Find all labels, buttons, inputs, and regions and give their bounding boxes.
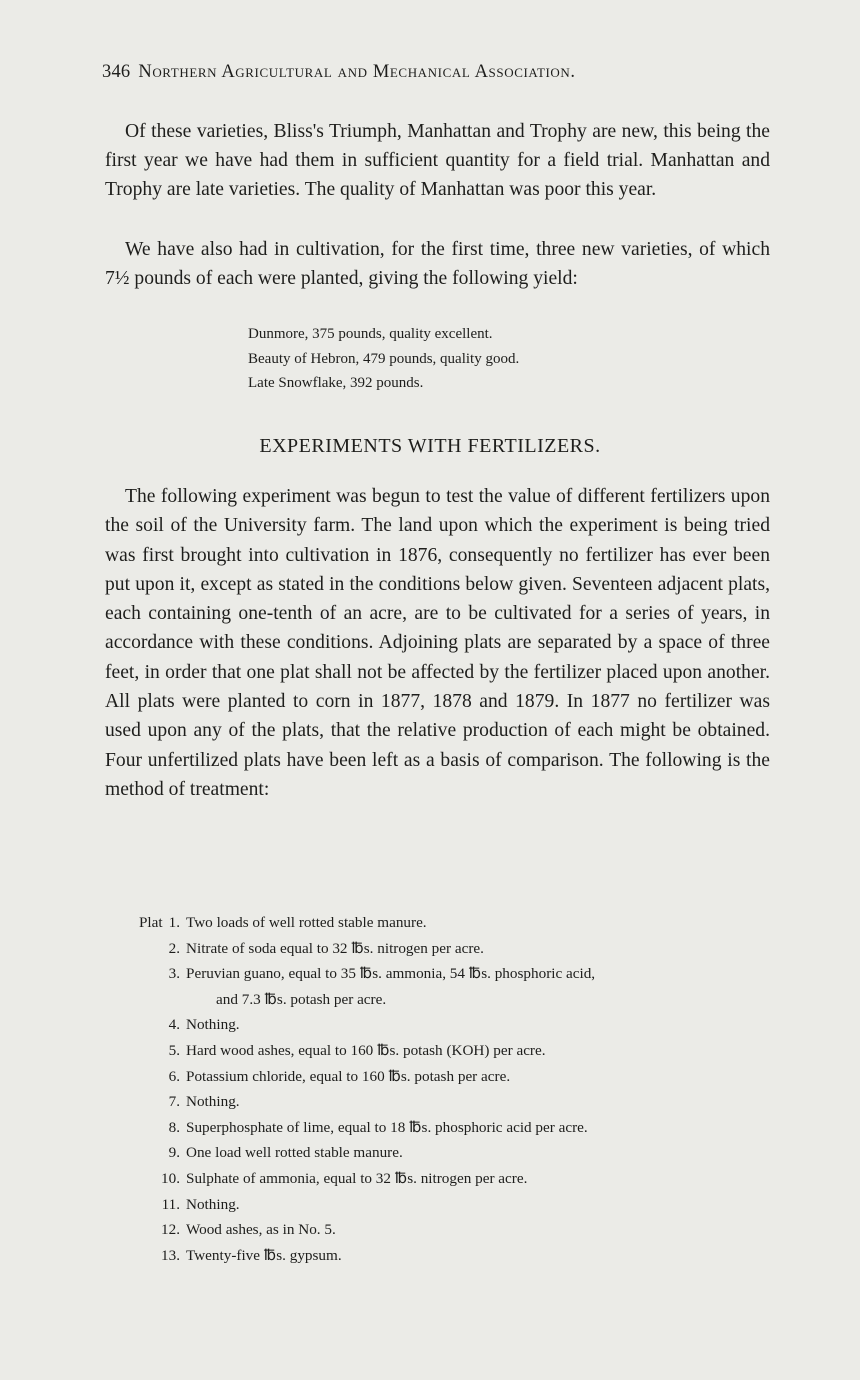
paragraph-experiment-description: The following experiment was begun to test the value of different fertilizers upon the soil of the University farm. The land upon which the experiment is being tried was first brought into cultivation in 1876, consequently no fertilizer has ever been put upon it, except as stated in the conditions below given. Seventeen adjacent plats, each containing one-tenth of an acre, are to be cultivated for a series of years, in accordance with these conditions. Adjoining plats are separated by a space of three feet, in order that one plat shall not be affected by the fertilizer placed upon another. All plats were planted to corn in 1877, 1878 and 1879. In 1877 no fertilizer was used upon any of the plats, that the relative production of each might be obtained. Four unfertilized plats have been left as a basis of comparison. The following is the method of treatment: xyxy=(105,486,770,800)
plat-number: 5. xyxy=(168,1041,180,1059)
yield-list xyxy=(248,322,519,396)
plat-number: 3. xyxy=(168,965,180,983)
plat-item xyxy=(104,1166,774,1192)
plat-number: 10. xyxy=(161,1169,180,1187)
plat-number: 2. xyxy=(168,939,180,957)
plat-text: Two loads of well rotted stable manure. xyxy=(186,914,427,931)
plat-text: One load well rotted stable manure. xyxy=(186,1144,403,1162)
plat-text: Sulphate of ammonia, equal to 32 ℔s. nitrogen per acre. xyxy=(186,1169,528,1187)
plat-item xyxy=(104,1243,774,1269)
yield-item: Beauty of Hebron, 479 pounds, quality good. xyxy=(248,350,520,367)
plat-text: Potassium chloride, equal to 160 ℔s. potash per acre. xyxy=(186,1067,511,1085)
plat-text: Nitrate of soda equal to 32 ℔s. nitrogen per acre. xyxy=(186,939,484,957)
plat-item xyxy=(104,1192,774,1218)
plat-text: Hard wood ashes, equal to 160 ℔s. potash (KOH) per acre. xyxy=(186,1041,546,1059)
plat-text: Wood ashes, as in No. 5. xyxy=(186,1221,336,1239)
plat-number: 12. xyxy=(161,1221,180,1239)
plat-number: 8. xyxy=(168,1118,180,1136)
plat-item xyxy=(104,961,774,1012)
plat-text: Nothing. xyxy=(186,1016,240,1034)
running-header xyxy=(102,62,762,83)
plat-number: 9. xyxy=(168,1144,180,1162)
paragraph-varieties-intro: Of these varieties, Bliss's Triumph, Manhattan and Trophy are new, this being the first year we have had them in sufficient quantity for a field trial. Manhattan and Trophy are late varieties. The quality of Manhattan was poor this year. xyxy=(105,121,770,201)
plat-text-continuation: and 7.3 ℔s. potash per acre. xyxy=(216,990,387,1008)
plat-number: 13. xyxy=(161,1246,180,1264)
section-heading: EXPERIMENTS WITH FERTILIZERS. xyxy=(259,435,601,457)
plat-item xyxy=(104,1012,774,1038)
paragraph-new-varieties: We have also had in cultivation, for the first time, three new varieties, of which 7½ pounds of each were planted, giving the following yield: xyxy=(105,239,770,290)
plat-item xyxy=(104,1115,774,1141)
plat-lead-word: Plat xyxy=(138,914,163,931)
plat-item xyxy=(104,1064,774,1090)
yield-item: Dunmore, 375 pounds, quality excellent. xyxy=(248,326,493,342)
plat-text: Superphosphate of lime, equal to 18 ℔s. phosphoric acid per acre. xyxy=(186,1118,588,1136)
plat-number: 1. xyxy=(168,914,180,931)
plat-number: 6. xyxy=(168,1067,180,1085)
plat-number: 4. xyxy=(168,1016,180,1034)
plat-text: Twenty-five ℔s. gypsum. xyxy=(186,1246,342,1264)
plat-treatment-list xyxy=(104,910,774,1268)
plat-item xyxy=(104,1089,774,1115)
yield-item: Late Snowflake, 392 pounds. xyxy=(248,375,424,391)
plat-text: Nothing. xyxy=(186,1195,240,1213)
running-title: Northern Agricultural and Mechanical Association. xyxy=(138,62,576,82)
plat-text: Peruvian guano, equal to 35 ℔s. ammonia, 54 ℔s. phosphoric acid, xyxy=(186,965,596,983)
plat-item xyxy=(104,910,774,936)
plat-text: Nothing. xyxy=(186,1093,240,1111)
plat-item xyxy=(104,1217,774,1243)
plat-item xyxy=(104,936,774,962)
plat-number: 11. xyxy=(161,1195,180,1213)
page-number: 346 xyxy=(102,62,131,82)
plat-item xyxy=(104,1140,774,1166)
plat-number: 7. xyxy=(168,1093,180,1111)
plat-item xyxy=(104,1038,774,1064)
